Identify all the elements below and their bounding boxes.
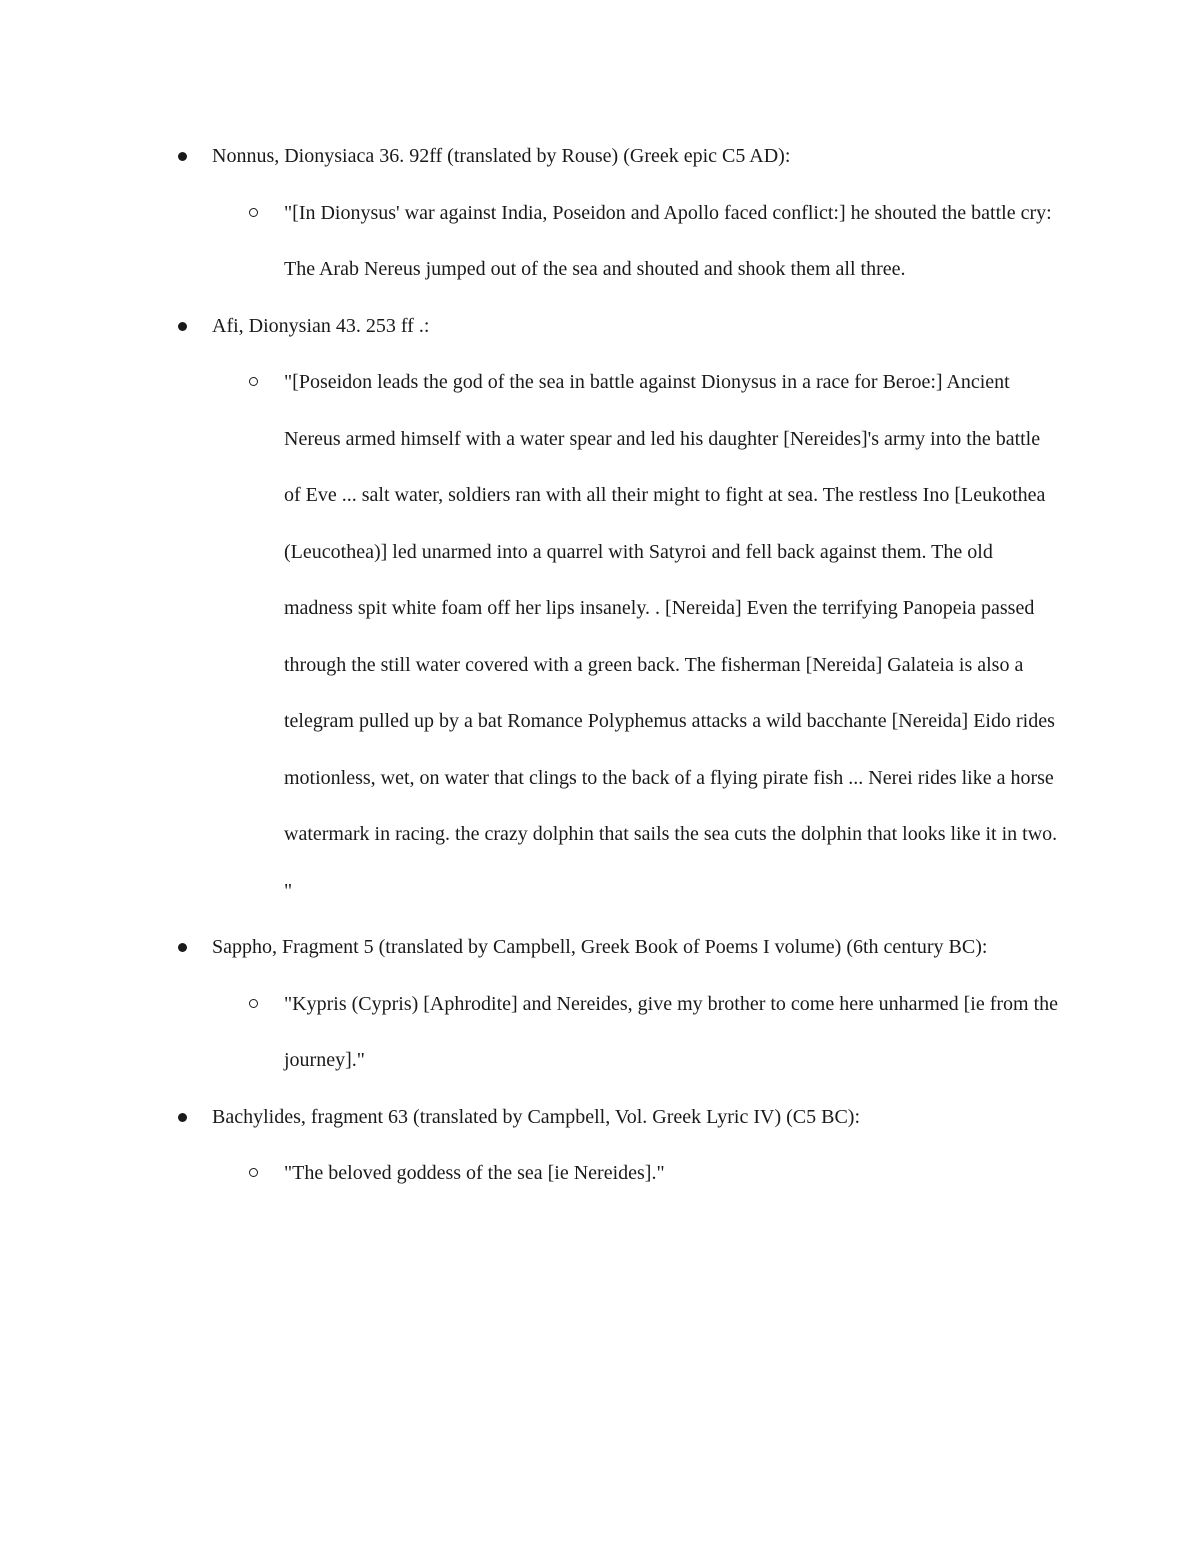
list-item [0, 919, 1200, 1089]
bullet-circle-icon [249, 1168, 258, 1177]
quotation-text: "[In Dionysus' war against India, Poseidon and Apollo faced conflict:] he shouted the battle cry: The Arab Nereus jumped out of the sea and shouted and shook them all three. [284, 201, 1052, 280]
list-item [0, 128, 1200, 298]
quotation [0, 185, 1200, 298]
bullet-circle-icon [249, 208, 258, 217]
source-citation [0, 298, 1200, 355]
citation-text: Nonnus, Dionysiaca 36. 92ff (translated by Rouse) (Greek epic C5 AD): [212, 145, 791, 167]
citation-text: Sappho, Fragment 5 (translated by Campbell, Greek Book of Poems I volume) (6th century BC): [212, 936, 988, 958]
quotation [0, 1145, 1200, 1202]
quotation-text: "The beloved goddess of the sea [ie Nereides]." [284, 1162, 665, 1184]
list-item [0, 298, 1200, 920]
source-citation [0, 128, 1200, 185]
bullet-disc-icon [178, 322, 187, 331]
source-citation [0, 919, 1200, 976]
quotation [0, 976, 1200, 1089]
quotation-text: "Kypris (Cypris) [Aphrodite] and Nereides, give my brother to come here unharmed [ie from the journey]." [284, 992, 1059, 1071]
bullet-disc-icon [178, 152, 187, 161]
citation-text: Afi, Dionysian 43. 253 ff .: [212, 314, 430, 337]
citation-text: Bachylides, fragment 63 (translated by Campbell, Vol. Greek Lyric IV) (C5 BC): [212, 1105, 861, 1128]
bullet-circle-icon [249, 999, 258, 1008]
bullet-disc-icon [178, 1113, 187, 1122]
bullet-disc-icon [178, 943, 187, 952]
bullet-circle-icon [249, 377, 258, 386]
list-item [0, 1089, 1200, 1202]
quotation-text: "[Poseidon leads the god of the sea in battle against Dionysus in a race for Beroe:] Ancient Nereus armed himself with a water spear and led his daughter [Nereides]'s army into the battle of Eve ... salt water, soldiers ran with all their might to fight at sea. The restless Ino [Leukothea (Leucothea)] led unarmed into a quarrel with Satyroi and fell back against them. The old madness spit white foam off her lips insanely. . [Nereida] Even the terrifying Panopeia passed through the still water covered with a green back. The fisherman [Nereida] Galateia is also a telegram pulled up by a bat Romance Polyphemus attacks a wild bacchante [Nereida] Eido rides motionless, wet, on water that clings to the back of a flying pirate fish ... Nerei rides like a horse watermark in racing. the crazy dolphin that sails the sea cuts the dolphin that looks like it in two. " [284, 371, 1058, 902]
quotation [0, 354, 1200, 919]
document-body [0, 128, 1200, 1202]
source-citation [0, 1089, 1200, 1146]
